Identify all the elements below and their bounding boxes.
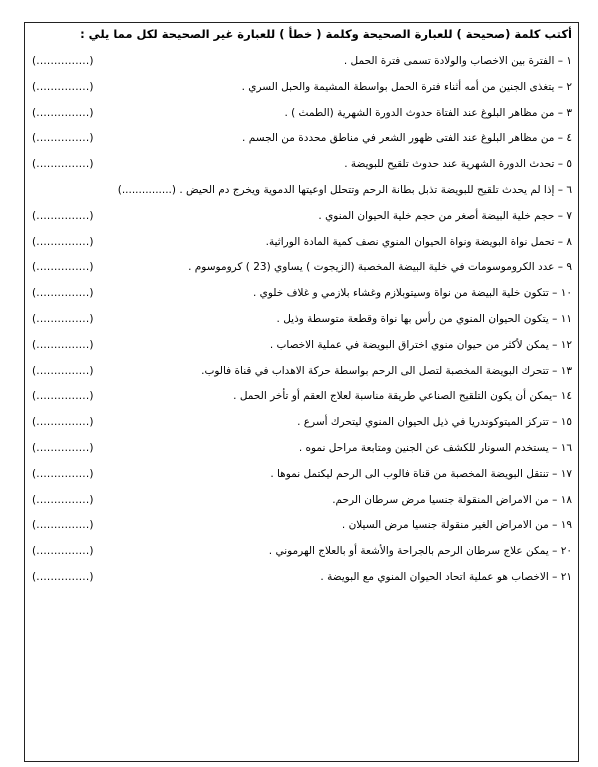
- question-text-14: ١٤ –يمكن أن يكون التلقيح الصناعي طريقة مناسبة لعلاج العقم أو تأخر الحمل .: [233, 390, 572, 403]
- question-row-8: [25, 235, 578, 261]
- question-row-3: [25, 106, 578, 132]
- answer-blank-21[interactable]: (...............): [32, 570, 94, 583]
- question-row-12: [25, 338, 578, 364]
- worksheet-frame: [24, 22, 579, 762]
- question-row-21: [25, 570, 578, 596]
- question-row-17: [25, 467, 578, 493]
- answer-blank-1[interactable]: (...............): [32, 55, 94, 67]
- question-list: [25, 54, 578, 596]
- answer-blank-17[interactable]: (...............): [32, 467, 94, 480]
- question-text-7: ٧ – حجم خلية البيضة أصغر من حجم خلية الحيوان المنوي .: [318, 209, 572, 222]
- question-text-1: ١ – الفترة بين الاخصاب والولادة تسمى فترة الحمل .: [343, 55, 572, 67]
- question-text-19: ١٩ – من الامراض الغير منقولة جنسيا مرض السيلان .: [341, 519, 572, 532]
- question-text-4: ٤ – من مظاهر البلوغ عند الفتى ظهور الشعر في مناطق محددة من الجسم .: [242, 132, 572, 145]
- question-row-4: [25, 131, 578, 157]
- question-text-13: ١٣ – تتحرك البويضة المخصبة لتصل الى الرحم بواسطة حركة الاهداب في قناة فالوب.: [201, 364, 572, 377]
- question-text-3: ٣ – من مظاهر البلوغ عند الفتاة حدوث الدورة الشهرية (الطمث ) .: [284, 106, 572, 119]
- answer-blank-12[interactable]: (...............): [32, 338, 94, 351]
- question-row-10: [25, 286, 578, 312]
- question-row-9: [25, 260, 578, 286]
- question-text-17: ١٧ – تنتقل البويضة المخصبة من قناة فالوب الى الرحم ليكتمل نموها .: [270, 467, 572, 480]
- question-row-13: [25, 364, 578, 390]
- question-row-5: [25, 157, 578, 183]
- question-row-6: [25, 183, 578, 209]
- answer-blank-20[interactable]: (...............): [32, 545, 94, 558]
- question-row-15: [25, 415, 578, 441]
- question-text-15: ١٥ – تتركز الميتوكوندريا في ذيل الحيوان المنوي ليتحرك أسرع .: [297, 416, 572, 429]
- answer-blank-10[interactable]: (...............): [32, 287, 94, 300]
- question-text-20: ٢٠ – يمكن علاج سرطان الرحم بالجراحة والأشعة أو بالعلاج الهرموني .: [268, 545, 572, 558]
- answer-blank-14[interactable]: (...............): [32, 390, 94, 403]
- question-row-19: [25, 518, 578, 544]
- answer-blank-15[interactable]: (...............): [32, 416, 94, 429]
- question-text-10: ١٠ – تتكون خلية البيضة من نواة وسيتوبلازم وغشاء بلازمي و غلاف خلوي .: [252, 287, 572, 300]
- question-text-11: ١١ – يتكون الحيوان المنوي من رأس بها نواة وقطعة متوسطة وذيل .: [276, 312, 572, 325]
- question-text-16: ١٦ – يستخدم السونار للكشف عن الجنين ومتابعة مراحل نموه .: [298, 441, 572, 454]
- question-text-21: ٢١ – الاخصاب هو عملية اتحاد الحيوان المنوي مع البويضة .: [320, 570, 572, 583]
- question-row-16: [25, 441, 578, 467]
- question-text-8: ٨ – تحمل نواة البويضة ونواة الحيوان المنوي نصف كمية المادة الوراثية.: [265, 235, 572, 248]
- question-text-9: ٩ – عدد الكروموسومات في خلية البيضة المخصبة (الزيجوت ) يساوي (23 ) كروموسوم .: [188, 261, 572, 274]
- answer-blank-5[interactable]: (...............): [32, 158, 94, 171]
- question-row-14: [25, 389, 578, 415]
- question-row-20: [25, 544, 578, 570]
- answer-blank-18[interactable]: (...............): [32, 493, 94, 506]
- question-row-11: [25, 312, 578, 338]
- answer-blank-11[interactable]: (...............): [32, 312, 94, 325]
- question-text-18: ١٨ – من الامراض المنقولة جنسيا مرض سرطان الرحم.: [332, 493, 572, 506]
- question-text-2: ٢ – يتغذى الجنين من أمه أثناء فترة الحمل بواسطة المشيمة والحبل السري .: [241, 80, 572, 93]
- answer-blank-13[interactable]: (...............): [32, 364, 94, 377]
- question-text-5: ٥ – تحدث الدورة الشهرية عند حدوث تلقيح للبويضة .: [344, 158, 572, 171]
- question-row-2: [25, 80, 578, 106]
- answer-blank-3[interactable]: (...............): [32, 106, 94, 119]
- instruction-header: أكتب كلمة (صحيحة ) للعبارة الصحيحة وكلمة ( خطأ ) للعبارة غير الصحيحة لكل مما يلي :: [80, 27, 572, 41]
- question-text-12: ١٢ – يمكن لأكثر من حيوان منوي اختراق البويضة في عملية الاخصاب .: [269, 338, 572, 351]
- answer-blank-16[interactable]: (...............): [32, 441, 94, 454]
- question-row-18: [25, 493, 578, 519]
- answer-blank-19[interactable]: (...............): [32, 519, 94, 532]
- answer-blank-2[interactable]: (...............): [32, 80, 94, 93]
- answer-blank-8[interactable]: (...............): [32, 235, 94, 248]
- answer-blank-9[interactable]: (...............): [32, 261, 94, 274]
- answer-blank-7[interactable]: (...............): [32, 209, 94, 222]
- question-row-7: [25, 209, 578, 235]
- question-row-1: [25, 54, 578, 80]
- answer-blank-4[interactable]: (...............): [32, 132, 94, 145]
- question-text-6[interactable]: ٦ – إذا لم يحدث تلقيح للبويضة تذبل بطانة الرحم وتتحلل اوعيتها الدموية ويخرج دم الحيض . (...............): [117, 183, 572, 196]
